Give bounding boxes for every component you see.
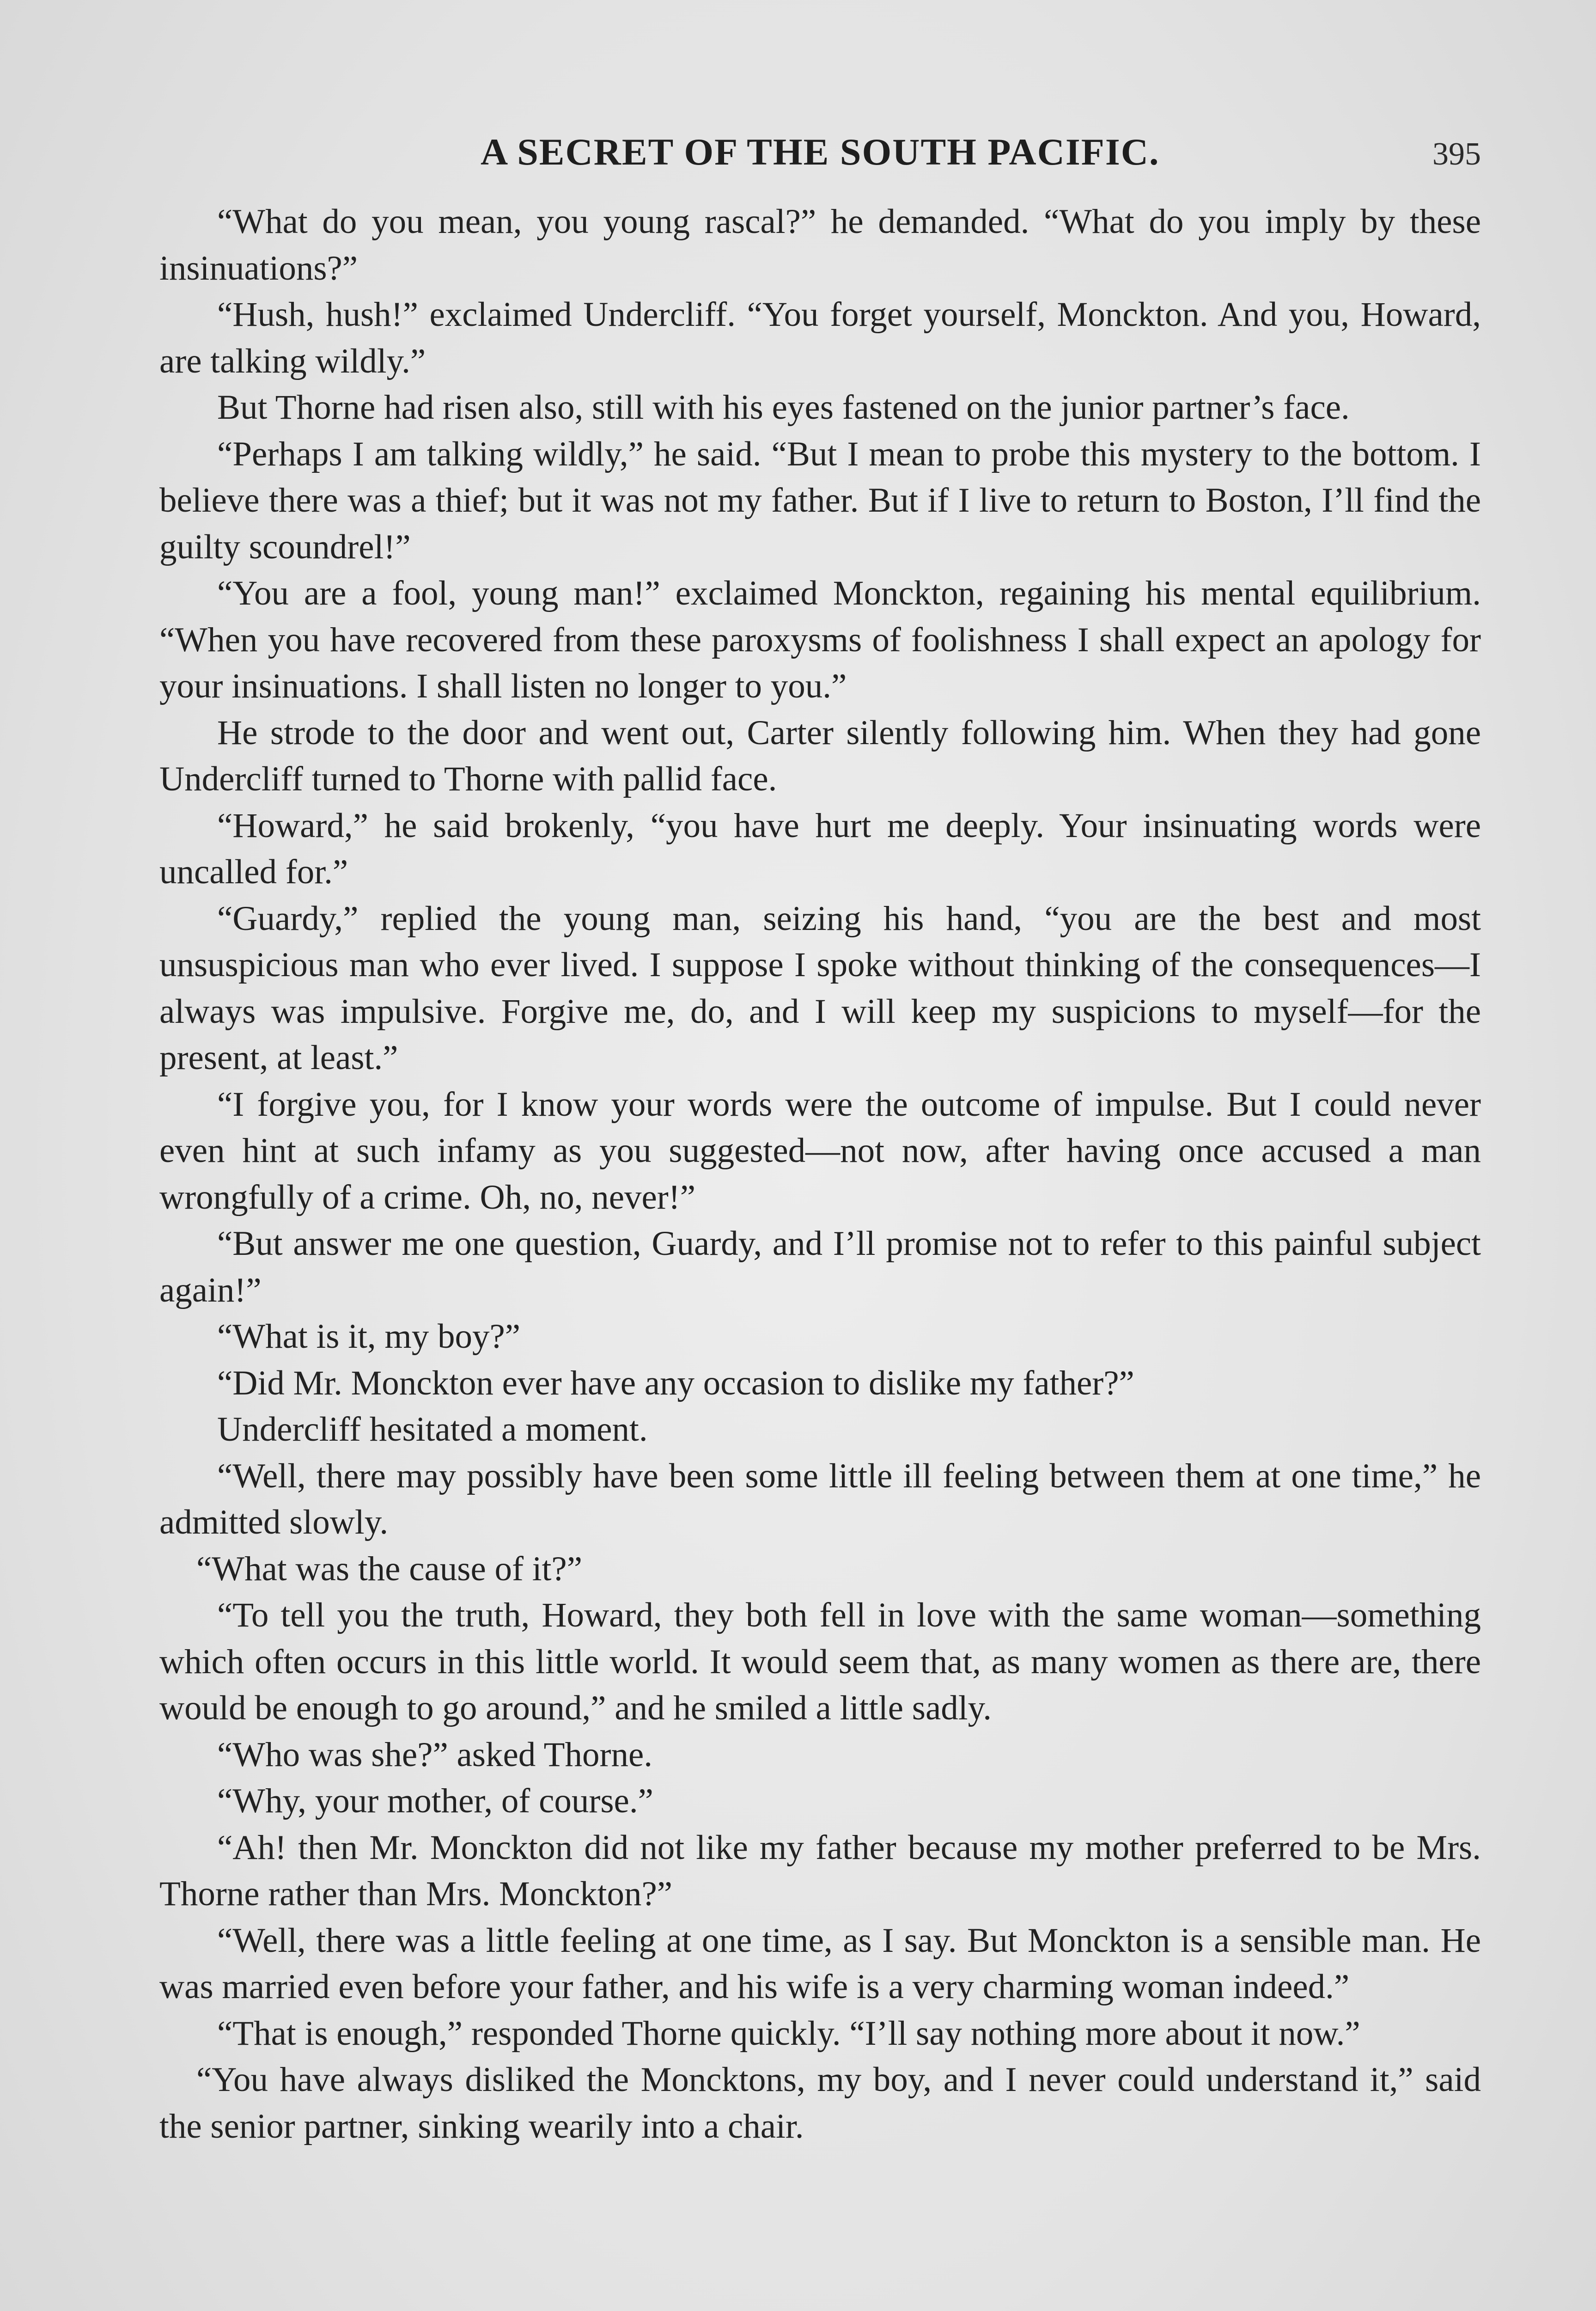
paragraph: “Who was she?” asked Thorne. <box>217 1735 653 1774</box>
running-title: A SECRET OF THE SOUTH PACIFIC. <box>481 131 1160 173</box>
paragraph: “Howard,” he said brokenly, “you have hurt me deeply. Your insinuating words were uncalled for.” <box>159 806 1481 891</box>
paragraph: “Did Mr. Monckton ever have any occasion to dislike my father?” <box>217 1363 1134 1402</box>
paragraph: But Thorne had risen also, still with his eyes fastened on the junior partner’s face. <box>217 388 1350 427</box>
paragraph: “You have always disliked the Moncktons, my boy, and I never could understand it,” said the senior partner, sinking wearily into a chair. <box>159 2060 1481 2146</box>
paragraph: “What is it, my boy?” <box>217 1317 521 1356</box>
paragraph: “To tell you the truth, Howard, they both fell in love with the same woman—something which often occurs in this little world. It would seem that, as many women as there are, there would be enough to go around,” and he smiled a little sadly. <box>159 1596 1481 1727</box>
paragraph: Undercliff hesitated a moment. <box>217 1410 648 1449</box>
paragraph: “That is enough,” responded Thorne quickly. “I’ll say nothing more about it now.” <box>217 2014 1360 2053</box>
paragraph: “But answer me one question, Guardy, and I’ll promise not to refer to this painful subject again!” <box>159 1224 1481 1309</box>
paragraph: “Hush, hush!” exclaimed Undercliff. “You forget yourself, Monckton. And you, Howard, are talking wildly.” <box>159 295 1481 380</box>
paragraph: “Guardy,” replied the young man, seizing his hand, “you are the best and most unsuspicious man who ever lived. I suppose I spoke without thinking of the consequences—I always was impulsive. Forgive me, do, and I will keep my suspicions to myself—for the present, at least.” <box>159 899 1481 1077</box>
paragraph: “Well, there was a little feeling at one time, as I say. But Monckton is a sensible man. He was married even before your father, and his wife is a very charming woman indeed.” <box>159 1921 1481 2006</box>
paragraph: “What do you mean, you young rascal?” he demanded. “What do you imply by these insinuations?” <box>159 202 1481 287</box>
paragraph: “Perhaps I am talking wildly,” he said. “But I mean to probe this mystery to the bottom. I believe there was a thief; but it was not my father. But if I live to return to Boston, I’ll find the guilty scoundrel!” <box>159 434 1481 566</box>
paragraph: “Ah! then Mr. Monckton did not like my father because my mother preferred to be Mrs. Thorne rather than Mrs. Monckton?” <box>159 1828 1481 1913</box>
paragraph: He strode to the door and went out, Carter silently following him. When they had gone Undercliff turned to Thorne with pallid face. <box>159 713 1481 798</box>
paragraph: “You are a fool, young man!” exclaimed Monckton, regaining his mental equilibrium. “When you have recovered from these paroxysms of foolishness I shall expect an apology for your insinuations. I shall listen no longer to you.” <box>159 574 1481 705</box>
paragraph: “Why, your mother, of course.” <box>217 1782 653 1820</box>
paragraph: “I forgive you, for I know your words were the outcome of impulse. But I could never even hint at such infamy as you suggested—not now, after having once accused a man wrongfully of a crime. Oh, no, never!” <box>159 1085 1481 1217</box>
paragraph: “What was the cause of it?” <box>196 1549 582 1588</box>
page-number: 395 <box>1432 136 1481 172</box>
paragraph: “Well, there may possibly have been some little ill feeling between them at one time,” he admitted slowly. <box>159 1456 1481 1541</box>
running-header <box>0 130 1596 181</box>
body-text <box>159 199 1481 2150</box>
